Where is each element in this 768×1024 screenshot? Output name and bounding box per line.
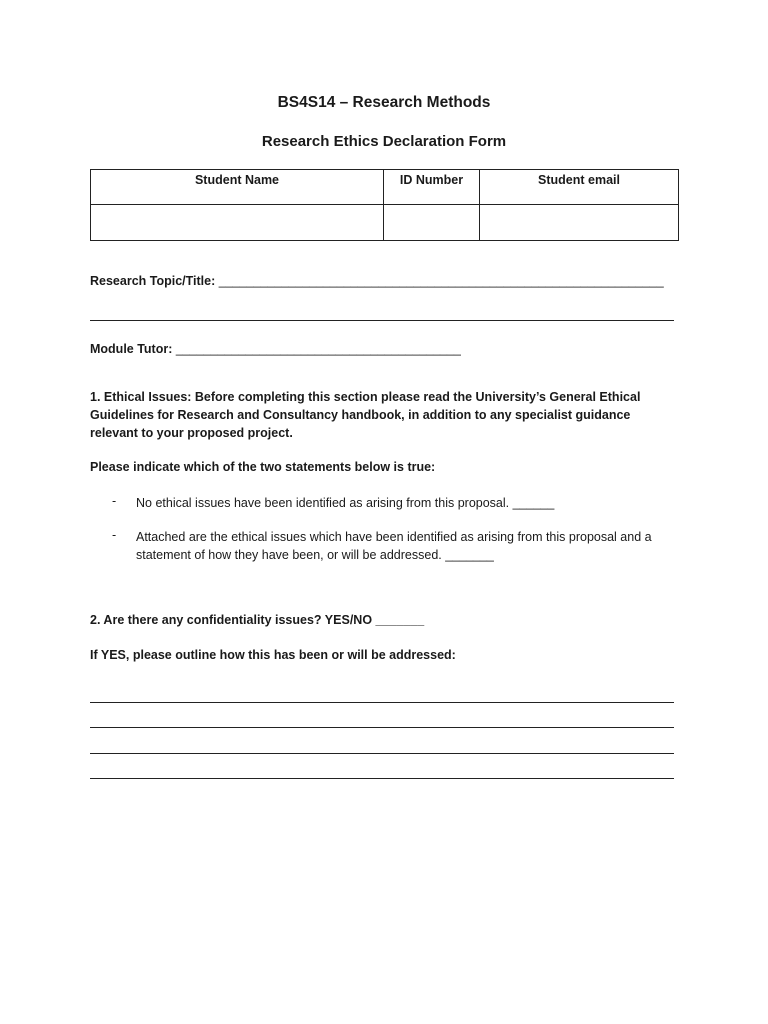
module-tutor-field[interactable] [90,342,461,356]
module-tutor-label: Module Tutor: [90,342,173,356]
table-row [91,205,679,241]
student-info-table [90,169,679,241]
module-tutor-blank[interactable]: _________________________________________ [175,342,461,356]
answer-line[interactable] [90,753,674,754]
research-topic-field[interactable] [90,274,664,288]
statement-attached-ethical-issues[interactable]: Attached are the ethical issues which have been identified as arising from this proposal and a statement of how they have been, or will be addressed. _______ [136,530,652,562]
ethical-issues-paragraph: 1. Ethical Issues: Before completing this section please read the University’s General Ethical Guidelines for Research and Consultancy handbook, in addition to any specialist guidance relevant to your proposed project. [90,390,641,440]
course-title: BS4S14 – Research Methods [277,94,491,111]
student-name-cell[interactable] [91,205,384,241]
confidentiality-followup: If YES, please outline how this has been or will be addressed: [90,648,456,662]
column-header-student-name: Student Name [91,170,384,205]
statement-no-ethical-issues[interactable]: No ethical issues have been identified as arising from this proposal. ______ [136,496,555,510]
research-topic-blank[interactable]: ________________________________________________________________ [218,274,664,288]
column-header-student-email: Student email [480,170,679,205]
student-email-cell[interactable] [480,205,679,241]
answer-line[interactable] [90,702,674,703]
bullet-marker: - [112,528,117,542]
id-number-cell[interactable] [384,205,480,241]
answer-line[interactable] [90,727,674,728]
table-header-row [91,170,679,205]
confidentiality-question[interactable]: 2. Are there any confidentiality issues? YES/NO _______ [90,613,425,627]
statements-instruction: Please indicate which of the two statements below is true: [90,460,436,474]
research-topic-continuation-line[interactable] [90,320,674,321]
answer-line[interactable] [90,778,674,779]
column-header-id-number: ID Number [384,170,480,205]
form-title: Research Ethics Declaration Form [261,133,507,150]
research-topic-label: Research Topic/Title: [90,274,216,288]
bullet-marker: - [112,494,117,508]
